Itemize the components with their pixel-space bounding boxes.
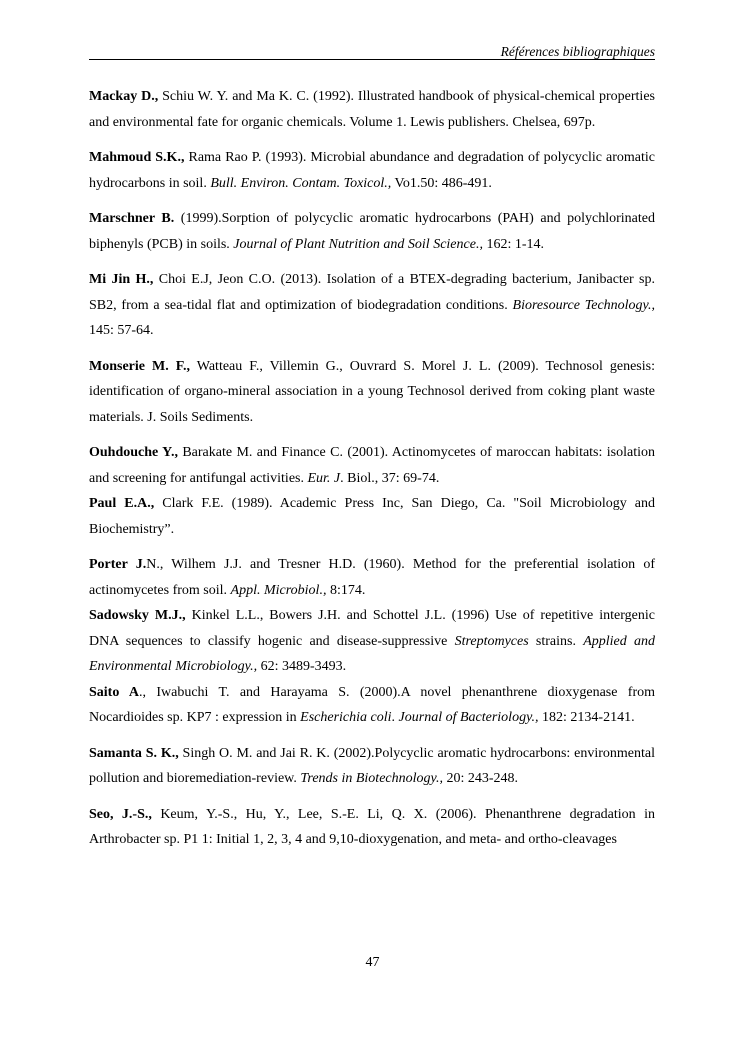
reference-list (89, 84, 655, 863)
reference-entry (89, 145, 655, 196)
reference-italic: Journal of Bacteriology., (398, 710, 539, 725)
reference-text: Rama Rao P. (1993). Microbial abundance and degradation of polycyclic aromatic hydrocarbons in soil. (89, 150, 655, 191)
reference-text: Clark F.E. (1989). Academic Press Inc, San Diego, Ca. "Soil Microbiology and Biochemistry”. (89, 496, 655, 537)
reference-italic: Escherichia coli (300, 710, 392, 725)
reference-author: Saito A (89, 684, 140, 700)
header-rule (89, 59, 655, 60)
reference-italic: Bull. Environ. Contam. Toxicol., (210, 175, 392, 191)
page-number: 47 (365, 955, 380, 970)
reference-text: Watteau F., Villemin G., Ouvrard S. Morel J. L. (2009). Technosol genesis: identification of organo-mineral association in a young Technosol derived from coking plant waste materials. J. Soils Sediments. (89, 358, 655, 425)
reference-entry (89, 680, 655, 731)
reference-entry (89, 603, 655, 680)
reference-text: Kinkel L.L., Bowers J.H. and Schottel J.L. (1996) Use of repetitive intergenic DNA sequences to classify hogenic and disease-suppressive (89, 608, 655, 649)
reference-author: Monserie M. F., (89, 358, 190, 374)
reference-entry (89, 84, 655, 135)
reference-text: 62: 3489-3493. (257, 659, 347, 674)
reference-text: 8:174. (326, 582, 366, 598)
reference-author: Ouhdouche Y., (89, 445, 178, 460)
reference-italic: Eur. J (307, 470, 341, 486)
running-header: Références bibliographiques (500, 44, 655, 59)
reference-author: Mahmoud S.K., (89, 150, 185, 165)
reference-text: strains. (528, 633, 584, 649)
reference-author: Samanta S. K., (89, 745, 179, 761)
reference-author: Sadowsky M.J., (89, 608, 186, 623)
reference-entry (89, 440, 655, 491)
reference-entry (89, 491, 655, 542)
reference-italic: Streptomyces (454, 633, 529, 649)
reference-entry (89, 552, 655, 603)
reference-text: Barakate M. and Finance C. (2001). Actinomycetes of maroccan habitats: isolation and screening for antifungal activities. (89, 445, 656, 486)
reference-text: . Biol., 37: 69-74. (340, 470, 440, 486)
reference-author: Mackay D., (89, 89, 159, 104)
reference-entry (89, 206, 655, 257)
reference-author: Porter J. (89, 557, 147, 572)
reference-author: Marschner B. (89, 211, 175, 226)
reference-entry (89, 741, 655, 792)
reference-italic: Journal of Plant Nutrition and Soil Science., (233, 236, 483, 252)
reference-text: Choi E.J, Jeon C.O. (2013). Isolation of a BTEX-degrading bacterium, Janibacter sp. SB2, from a sea-tidal flat and optimization of biodegradation conditions. (89, 272, 655, 313)
reference-text: Schiu W. Y. and Ma K. C. (1992). Illustrated handbook of physical-chemical properties and environmental fate for organic chemicals. Volume 1. Lewis publishers. Chelsea, 697p. (89, 89, 655, 130)
reference-text: 145: 57-64. (89, 323, 154, 338)
reference-italic: Applied and Environmental Microbiology., (89, 633, 655, 674)
reference-entry (89, 802, 655, 853)
reference-entry (89, 267, 655, 344)
reference-text: . (391, 710, 399, 725)
reference-italic: Bioresource Technology., (512, 297, 655, 313)
reference-author: Paul E.A., (89, 496, 155, 511)
reference-text: 182: 2134-2141. (538, 710, 635, 725)
reference-text: 20: 243-248. (442, 771, 519, 786)
reference-text: 162: 1-14. (482, 236, 545, 252)
reference-text: Singh O. M. and Jai R. K. (2002).Polycyclic aromatic hydrocarbons: environmental pollution and bioremediation-review. (89, 745, 656, 786)
reference-text: Vo1.50: 486-491. (391, 175, 492, 191)
reference-entry (89, 354, 655, 431)
reference-italic: Trends in Biotechnology., (300, 771, 443, 786)
reference-text: Keum, Y.-S., Hu, Y., Lee, S.-E. Li, Q. X. (2006). Phenanthrene degradation in Arthrobacter sp. P1 1: Initial 1, 2, 3, 4 and 9,10-dioxygenation, and meta- and ortho-cleavages (89, 806, 655, 847)
reference-text: ., Iwabuchi T. and Harayama S. (2000).A novel phenanthrene dioxygenase from Nocardioides sp. KP7 : expression in (89, 684, 656, 725)
reference-author: Seo, J.-S., (89, 806, 152, 822)
reference-author: Mi Jin H., (89, 272, 154, 287)
reference-text: (1999).Sorption of polycyclic aromatic hydrocarbons (PAH) and polychlorinated biphenyls (PCB) in soils. (89, 211, 655, 252)
reference-italic: Appl. Microbiol., (230, 582, 327, 598)
reference-text: N., Wilhem J.J. and Tresner H.D. (1960). Method for the preferential isolation of actinomycetes from soil. (89, 557, 655, 598)
